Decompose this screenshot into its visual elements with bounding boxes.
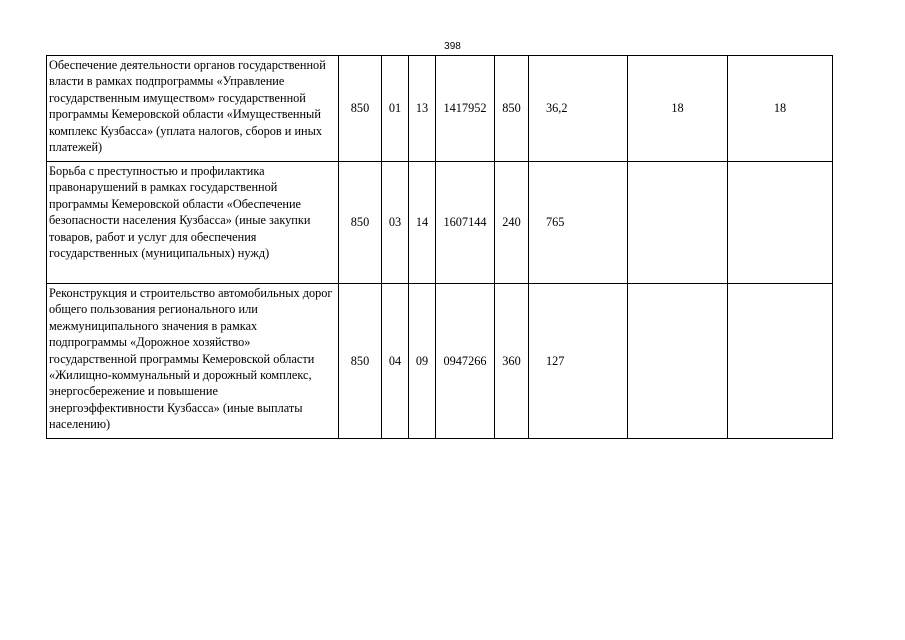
amount-1: 36,2 xyxy=(529,56,628,162)
expense-type-code: 360 xyxy=(495,284,529,439)
amount-2: 18 xyxy=(628,56,728,162)
amount-1: 765 xyxy=(529,162,628,284)
section-code: 01 xyxy=(382,56,409,162)
page-number: 398 xyxy=(444,41,461,52)
row-description: Реконструкция и строительство автомобильных дорог общего пользования регионального или межмуниципального значения в рамках подпрограммы «Дорожное хозяйство» государственной программы Кемеровской области «Жилищно-коммунальный и дорожный комплекс, энергосбережение и повышение энергоэффективности Кузбасса» (иные выплаты населению) xyxy=(47,284,339,439)
amount-3 xyxy=(728,284,833,439)
section-code: 04 xyxy=(382,284,409,439)
subsection-code: 09 xyxy=(409,284,436,439)
ministry-code: 850 xyxy=(339,162,382,284)
ministry-code: 850 xyxy=(339,284,382,439)
target-article-code: 1607144 xyxy=(436,162,495,284)
subsection-code: 14 xyxy=(409,162,436,284)
amount-3: 18 xyxy=(728,56,833,162)
row-description: Борьба с преступностью и профилактика правонарушений в рамках государственной программы Кемеровской области «Обеспечение безопасности населения Кузбасса» (иные закупки товаров, работ и услуг для обеспечения государственных (муниципальных) нужд) xyxy=(47,162,339,284)
expense-type-code: 240 xyxy=(495,162,529,284)
budget-table xyxy=(46,55,833,439)
row-description: Обеспечение деятельности органов государственной власти в рамках подпрограммы «Управление государственным имуществом» государственной программы Кемеровской области «Имущественный комплекс Кузбасса» (уплата налогов, сборов и иных платежей) xyxy=(47,56,339,162)
amount-1: 127 xyxy=(529,284,628,439)
target-article-code: 0947266 xyxy=(436,284,495,439)
section-code: 03 xyxy=(382,162,409,284)
amount-2 xyxy=(628,284,728,439)
target-article-code: 1417952 xyxy=(436,56,495,162)
subsection-code: 13 xyxy=(409,56,436,162)
amount-2 xyxy=(628,162,728,284)
table-row xyxy=(47,284,833,439)
table-row xyxy=(47,56,833,162)
ministry-code: 850 xyxy=(339,56,382,162)
expense-type-code: 850 xyxy=(495,56,529,162)
table-row xyxy=(47,162,833,284)
amount-3 xyxy=(728,162,833,284)
